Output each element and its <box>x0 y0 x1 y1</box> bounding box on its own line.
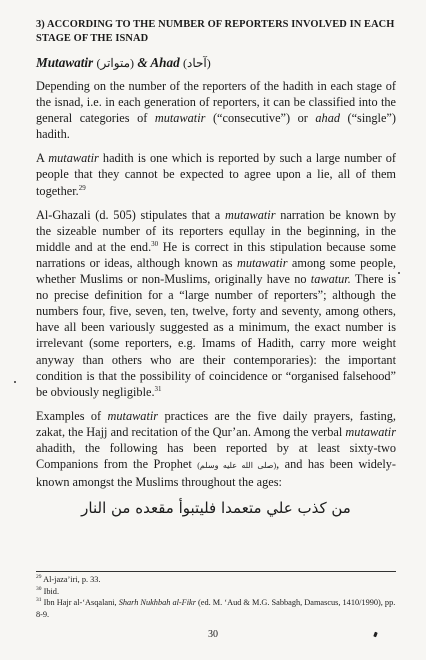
footnote <box>36 586 396 598</box>
italic-term: Sharh Nukhbah al-Fikr <box>118 598 196 608</box>
italic-term: mutawatir <box>224 207 276 222</box>
footnote-ref: 29 <box>78 183 86 192</box>
footnote <box>36 597 396 620</box>
italic-term: mutawatir <box>107 408 159 423</box>
text-run: There is no precise definition for a “large number of reporters”; although the numbers four, five, seven, ten, twelve, forty and seventy, among others, have all been variously suggested as a minimum, the exact number is irrelevant (some reporters, e.g. Imams of Hadith, carry more weight anyway than others who are their contemporaries): the important condition is that the possibility of coincidence or “organised falsehood” be obviously negligible. <box>36 272 396 399</box>
term-mutawatir: Mutawatir <box>36 55 94 70</box>
footnote-ref: 31 <box>154 384 162 393</box>
arabic-honorific: (صلى الله عليه وسلم) <box>197 461 277 471</box>
text-run: among some people, whether Muslims or non-Muslims, originally have no <box>36 255 397 287</box>
footnote <box>36 574 396 586</box>
text-run: He is correct in this stipulation because some narrations or ideas, although known as <box>36 239 396 270</box>
text-run: Al-jaza’iri, p. 33. <box>41 575 101 584</box>
italic-term: mutawatir <box>236 255 288 270</box>
paragraph-mutawatir-meaning <box>36 150 396 198</box>
section-subheading <box>36 54 396 72</box>
ink-speck <box>398 272 400 274</box>
paragraph-examples <box>36 408 396 490</box>
text-run: , and has been widely-known amongst the Muslims throughout the ages: <box>36 457 397 490</box>
text-run: A <box>36 151 49 166</box>
italic-term: tawatur. <box>310 272 351 287</box>
section-heading: 3) ACCORDING TO THE NUMBER OF REPORTERS INVOLVED IN EACH STAGE OF THE ISNAD <box>36 19 395 44</box>
text-run: (“single”) hadith. <box>36 111 396 142</box>
footnote-number: 30 <box>36 585 42 592</box>
term-ahad-arabic: (آحاد) <box>183 56 211 70</box>
text-run: Ibn Hajr al-‘Asqalani, <box>41 598 119 608</box>
paragraph-al-ghazali <box>36 207 396 400</box>
term-mutawatir-arabic: (متواتر) <box>96 56 135 70</box>
subheading-joiner: & <box>137 55 148 70</box>
paragraph-definition <box>36 78 396 142</box>
text-run: (“consecutive”) or <box>205 111 316 126</box>
text-run: practices are the five daily prayers, fasting, zakat, the Hajj and recitation of the Qur’an. Among the verbal <box>36 408 396 439</box>
page-body <box>36 18 396 518</box>
footnotes <box>36 574 396 620</box>
ink-speck <box>14 381 16 383</box>
text-run: narration be known by the sizeable number of its reporters equllay in the beginning, in the middle and at the end. <box>36 207 397 254</box>
text-run: ahadith, the following has been reported by at least sixty-two Companions from the Prophet <box>36 440 396 472</box>
page-number: 30 <box>208 629 218 640</box>
text-run: hadith is one which is reported by such a large number of people that they cannot be expected to agree upon a lie, all of them together. <box>36 151 397 198</box>
italic-term: mutawatir <box>345 424 396 439</box>
footnote-number: 31 <box>36 597 42 604</box>
footnote-number: 29 <box>36 574 42 581</box>
arabic-hadith-quote: من كذب علي متعمدا فليتبوأ مقعده من النار <box>81 499 351 518</box>
text-run: Al-Ghazali (d. 505) stipulates that a <box>36 207 225 222</box>
text-run: Depending on the number of the reporters of the hadith in each stage of the isnad, i.e. in each generation of reporters, it can be classified into the general categories of <box>36 79 396 126</box>
footnote-ref: 30 <box>151 239 159 248</box>
italic-term: mutawatir <box>154 111 206 126</box>
italic-term: mutawatir <box>48 151 99 166</box>
footnote-divider <box>36 571 396 572</box>
text-run: Ibid. <box>41 586 60 596</box>
term-ahad: Ahad <box>150 55 180 70</box>
italic-term: ahad <box>315 111 340 126</box>
text-run: Examples of <box>36 408 108 423</box>
text-run: (ed. M. ‘Aud & M.G. Sabbagh, Damascus, 1410/1990), pp. 8-9. <box>36 598 396 619</box>
